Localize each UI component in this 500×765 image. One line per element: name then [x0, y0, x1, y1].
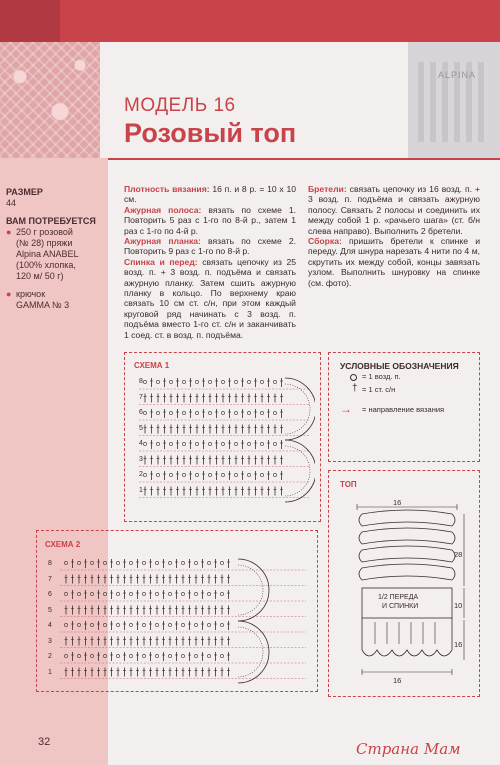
pattern-diagram: [340, 492, 475, 692]
row-number: 1: [48, 668, 52, 676]
dim-height-lower: 16: [454, 640, 463, 649]
bullet-icon: ●: [6, 289, 12, 299]
materials-label: ВАМ ПОТРЕБУЕТСЯ: [6, 216, 96, 226]
dim-top-width: 16: [393, 498, 402, 507]
scheme-1-diagram: [135, 372, 315, 512]
row-number: 4: [48, 622, 52, 629]
scheme-2-title: СХЕМА 2: [45, 540, 81, 549]
row-number: 3: [48, 637, 52, 645]
scheme-2-diagram: [56, 553, 310, 687]
instructions-left: Плотность вязания: 16 п. и 8 р. = 10 х 10 см. Ажурная полоса: вязать по схеме 1. Повторить 5 раз с 1-го по 8-й р., затем 1 раз с 1-го по 4-й р. Ажурная планка: вязать по схеме 2. Повторить 9 раз с 1-го по 8-й р. Спинка и перед: связать цепочку из 25 возд. п. + 3 возд. п. подъёма и связать ажурную планку. Затем сшить ажурную планку в кольцо. По верхнему краю связать 10 см ст. с/н, при этом каждый круговой ряд начинать с 3 возд. п. подъёма вместо 1-го ст. с/н и заканчивать 1 соед. ст. в возд. п. подъёма.: [124, 184, 297, 340]
row-number: 3: [139, 455, 143, 463]
divider: [108, 158, 500, 160]
yarn-brand: ALPINA: [438, 70, 477, 80]
row-number: 8: [48, 560, 52, 567]
pattern-title: ТОП: [340, 480, 357, 489]
top-band: [0, 0, 500, 42]
row-number: 8: [139, 378, 143, 385]
legend-chain: = 1 возд. п.: [362, 372, 401, 381]
dim-height-upper: 28: [454, 550, 463, 559]
row-number: 6: [48, 591, 52, 598]
page-title: Розовый топ: [124, 118, 297, 148]
chain-stitch-icon: [350, 374, 357, 381]
row-number: 5: [139, 424, 143, 432]
dim-bottom-width: 16: [393, 676, 402, 685]
row-number: 6: [139, 409, 143, 416]
bullet-icon: ●: [6, 227, 12, 237]
legend-direction: = направление вязания: [362, 405, 445, 414]
piece-label-1: 1/2 ПЕРЕДА: [378, 594, 419, 601]
dim-height-band: 10: [454, 601, 463, 610]
row-number: 5: [48, 606, 52, 614]
double-crochet-icon: †: [352, 383, 358, 394]
watermark: Страна Мам: [356, 740, 461, 758]
piece-label-2: И СПИНКИ: [382, 603, 419, 610]
scheme-1-title: СХЕМА 1: [134, 361, 170, 370]
row-number: 7: [48, 575, 52, 583]
lace-photo: [0, 42, 100, 158]
materials-yarn: 250 г розовой (№ 28) пряжи Alpina ANABEL (100% хлопка, 120 м/ 50 г): [16, 227, 79, 281]
row-number: 2: [139, 471, 143, 478]
legend-dc: = 1 ст. с/н: [362, 385, 396, 394]
materials-hook: крючок GAMMA № 3: [16, 289, 70, 310]
row-number: 2: [48, 653, 52, 660]
size-label: РАЗМЕР: [6, 187, 43, 197]
row-number: 1: [139, 486, 143, 494]
row-number: 7: [139, 393, 143, 401]
model-number: МОДЕЛЬ 16: [124, 95, 236, 116]
legend-title: УСЛОВНЫЕ ОБОЗНАЧЕНИЯ: [340, 361, 459, 371]
page-number: 32: [38, 736, 51, 748]
instructions-right: Бретели: связать цепочку из 16 возд. п. + 3 возд. п. подъёма и связать ажурную полосу. Связать 2 полосы и соединить их между собой 1 р. «рачьего шага» (ст. б/н слева направо). Выполнить 2 бретели. Сборка: пришить бретели к спинке и переду. Для шнура нарезать 4 нити по 4 м, скрутить их между собой, концы завязать узлом. Выполнить шнуровку на спинке (см. фото).: [308, 184, 481, 288]
arrow-icon: →: [340, 402, 352, 416]
yarn-photo: [408, 42, 500, 158]
row-number: 4: [139, 440, 143, 447]
size-value: 44: [6, 198, 17, 208]
